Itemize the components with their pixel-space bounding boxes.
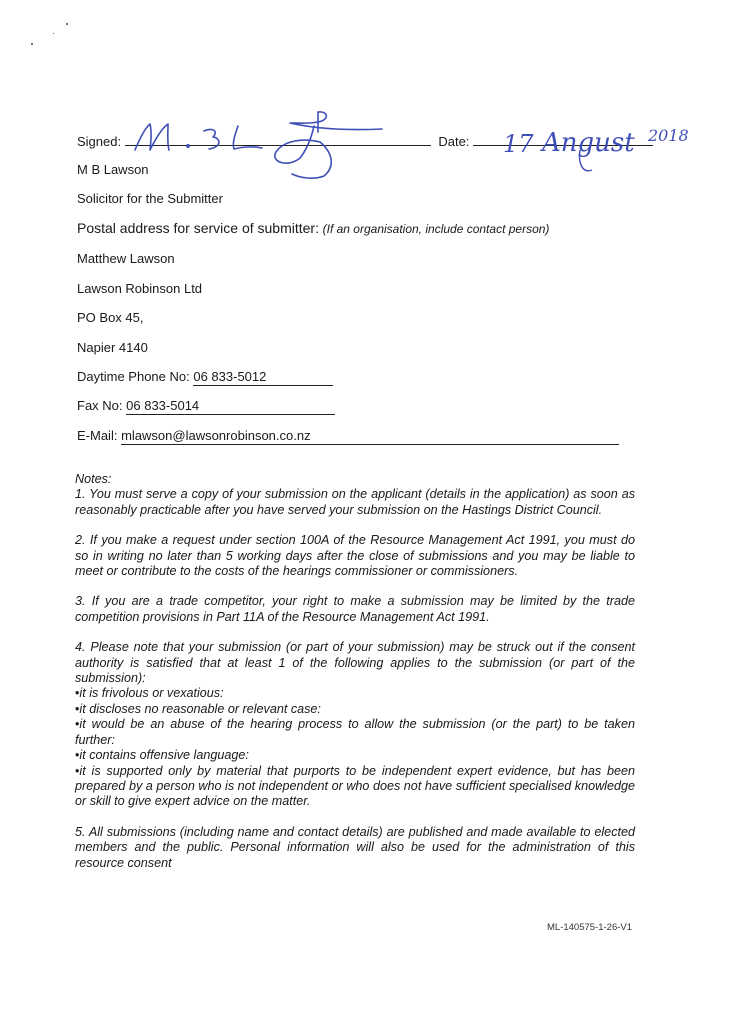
phone-value	[193, 369, 333, 386]
postal-line: Napier 4140	[77, 340, 148, 355]
postal-label: Postal address for service of submitter:	[77, 220, 319, 236]
document-code: ML-140575-1-26-V1	[547, 922, 633, 933]
note-5: 5. All submissions (including name and contact details) are published and made available to elected members and the public. Personal information will also be used for the administration of this resource consent	[75, 824, 635, 870]
signer-role: Solicitor for the Submitter	[77, 191, 223, 206]
email-row	[77, 428, 619, 445]
note-4-intro: 4. Please note that your submission (or part of your submission) may be struck out if the consent authority is satisfied that at least 1 of the following applies to the submission (or part of the submission):	[75, 640, 635, 686]
notes-heading: Notes:	[75, 472, 112, 486]
email-value-text: mlawson@lawsonrobinson.co.nz	[121, 428, 311, 443]
note-2: 2. If you make a request under section 100A of the Resource Management Act 1991, you must do so in writing no later than 5 working days after the close of submissions and you may be liable to meet or contribute to the costs of the hearings commissioner or commissioners.	[75, 533, 635, 579]
phone-value-text: 06 833-5012	[193, 369, 267, 384]
note-4-bullet: • it is frivolous or vexatious:	[75, 686, 635, 701]
note-1: 1. You must serve a copy of your submission on the applicant (details in the application) as soon as reasonably practicable after you have served your submission on the Hastings District Council.	[75, 487, 635, 517]
fax-value-text: 06 833-5014	[126, 398, 200, 413]
postal-hint: (If an organisation, include contact person)	[322, 222, 550, 236]
phone-label: Daytime Phone No:	[77, 369, 190, 384]
signer-name: M B Lawson	[77, 162, 149, 177]
fax-row	[77, 398, 335, 415]
handwritten-date	[503, 126, 689, 158]
note-4-bullet: • it contains offensive language:	[75, 748, 635, 763]
svg-text:Angust: Angust	[542, 128, 635, 158]
date-label: Date:	[438, 134, 470, 149]
svg-text:17: 17	[503, 130, 534, 158]
svg-text:2018: 2018	[648, 126, 689, 145]
notes-section	[75, 472, 635, 871]
note-4-bullet: • it would be an abuse of the hearing process to allow the submission (or the part) to be taken further:	[75, 717, 635, 748]
note-3: 3. If you are a trade competitor, your right to make a submission may be limited by the trade competition provisions in Part 11A of the Resource Management Act 1991.	[75, 594, 635, 624]
note-4-bullet: • it is supported only by material that purports to be independent expert evidence, but has been prepared by a person who is not independent or who does not have sufficient specialised knowledge or skill to give expert advice on the matter.	[75, 764, 635, 810]
fax-value	[126, 398, 335, 415]
signed-label: Signed:	[77, 134, 122, 149]
email-value	[121, 428, 619, 445]
postal-line: Matthew Lawson	[77, 251, 175, 266]
fax-label: Fax No:	[77, 398, 123, 413]
note-4-bullet: • it discloses no reasonable or relevant case:	[75, 702, 635, 717]
email-label: E-Mail:	[77, 428, 118, 443]
postal-line: Lawson Robinson Ltd	[77, 281, 203, 296]
postal-line: PO Box 45,	[77, 310, 144, 325]
phone-row	[77, 369, 333, 386]
postal-address-heading	[77, 220, 549, 237]
